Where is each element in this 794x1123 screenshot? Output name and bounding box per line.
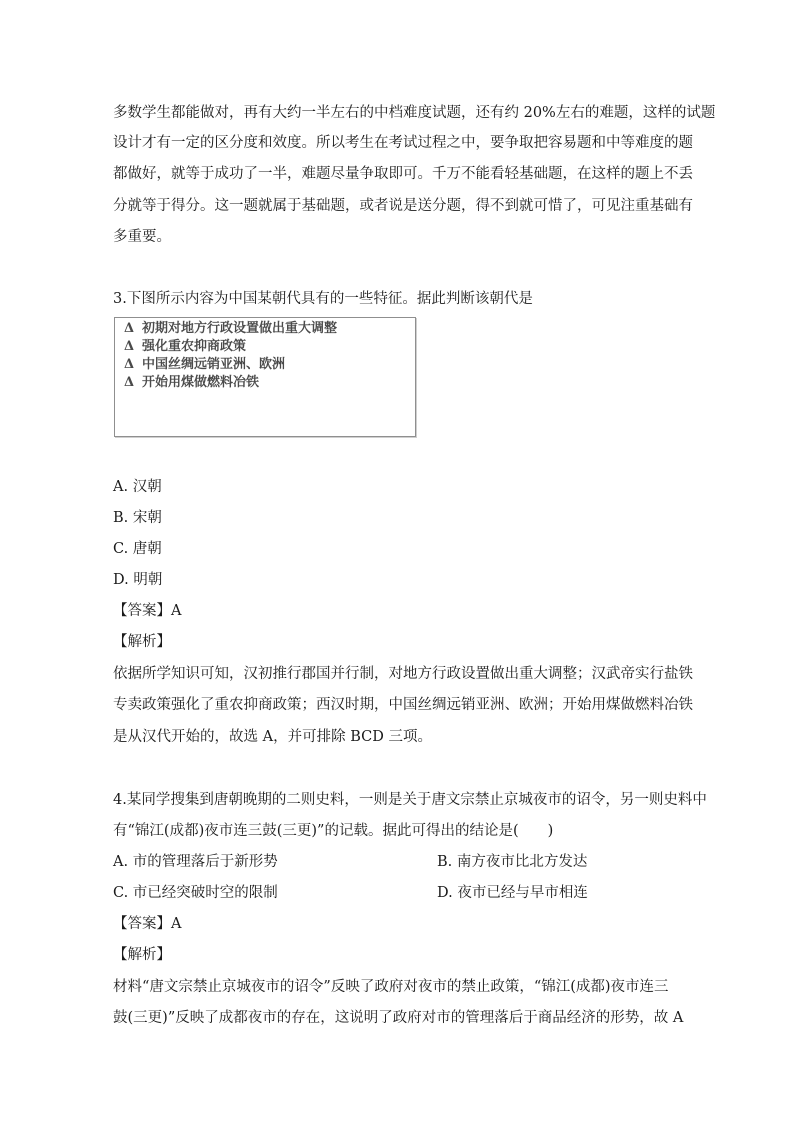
q3-feature-3: Δ 中国丝绸远销亚洲、欧洲	[124, 357, 286, 372]
q4-analysis-line-1: 材料“唐文宗禁止京城夜市的诏令”反映了政府对夜市的禁止政策，“锦江(成都)夜市连三	[113, 979, 669, 995]
q4-analysis-line-2: 鼓(三更)”反映了成都夜市的存在，这说明了政府对市的管理落后于商品经济的形势，故 A	[113, 1010, 684, 1026]
q3-analysis-line-3: 是从汉代开始的，故选 A，并可排除 BCD 三项。	[113, 729, 432, 745]
delta-bullet-icon: Δ	[124, 321, 135, 336]
intro-line-3: 都做好，就等于成功了一半，难题尽量争取即可。千万不能看轻基础题，在这样的题上不丢	[113, 166, 693, 182]
q4-option-b: B. 南方夜市比北方发达	[437, 854, 588, 870]
intro-line-4: 分就等于得分。这一题就属于基础题，或者说是送分题，得不到就可惜了，可见注重基础有	[113, 198, 693, 214]
q4-option-c: C. 市已经突破时空的限制	[113, 885, 278, 901]
intro-line-1: 多数学生都能做对，再有大约一半左右的中档难度试题，还有约 20%左右的难题，这样的试题	[113, 105, 716, 121]
q3-option-b: B. 宋朝	[113, 510, 162, 526]
q4-stem-line-1: 4.某同学搜集到唐朝晚期的二则史料，一则是关于唐文宗禁止京城夜市的诏令，另一则史料中	[113, 792, 707, 808]
q3-stem: 3.下图所示内容为中国某朝代具有的一些特征。据此判断该朝代是	[113, 291, 533, 307]
q4-option-a: A. 市的管理落后于新形势	[113, 854, 278, 870]
intro-line-2: 设计才有一定的区分度和效度。所以考生在考试过程之中，要争取把容易题和中等难度的题	[113, 135, 693, 151]
delta-bullet-icon: Δ	[124, 375, 135, 390]
q4-analysis-label: 【解析】	[113, 947, 171, 963]
q3-feature-box	[114, 317, 416, 437]
q3-analysis-line-1: 依据所学知识可知，汉初推行郡国并行制，对地方行政设置做出重大调整；汉武帝实行盐铁	[113, 666, 693, 682]
q3-feature-1: Δ 初期对地方行政设置做出重大调整	[124, 321, 338, 336]
q4-option-d: D. 夜市已经与早市相连	[437, 885, 588, 901]
q4-stem-line-2: 有“锦江(成都)夜市连三鼓(三更)”的记载。据此可得出的结论是( )	[113, 823, 554, 839]
q3-feature-4: Δ 开始用煤做燃料冶铁	[124, 375, 260, 390]
q3-option-a: A. 汉朝	[113, 479, 162, 495]
q3-answer: 【答案】A	[113, 603, 182, 619]
q3-analysis-label: 【解析】	[113, 634, 171, 650]
q4-answer: 【答案】A	[113, 916, 182, 932]
q3-feature-2: Δ 强化重农抑商政策	[124, 339, 247, 354]
delta-bullet-icon: Δ	[124, 339, 135, 354]
intro-line-5: 多重要。	[113, 229, 171, 245]
q3-option-c: C. 唐朝	[113, 541, 162, 557]
q3-option-d: D. 明朝	[113, 572, 163, 588]
q3-analysis-line-2: 专卖政策强化了重农抑商政策；西汉时期，中国丝绸远销亚洲、欧洲；开始用煤做燃料冶铁	[113, 697, 693, 713]
delta-bullet-icon: Δ	[124, 357, 135, 372]
